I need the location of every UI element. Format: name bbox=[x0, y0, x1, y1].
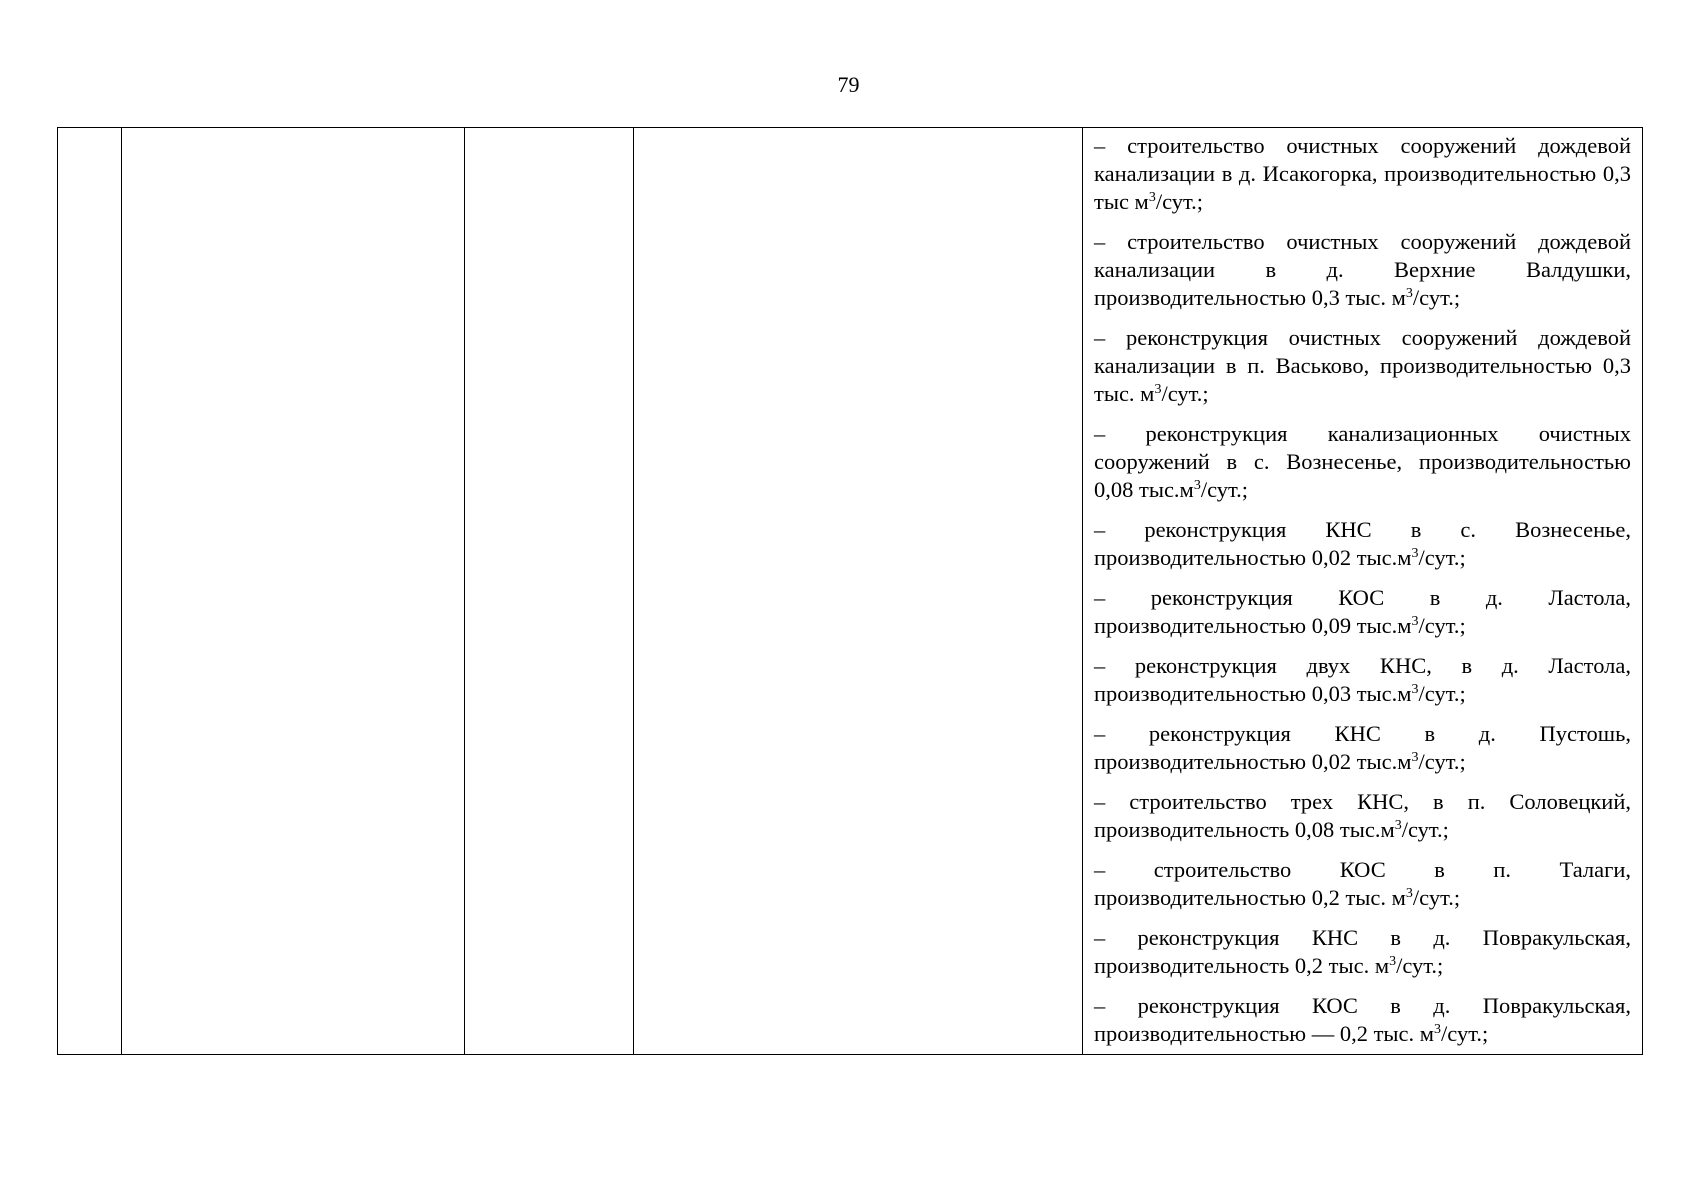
measure-unit: /сут.; bbox=[1412, 285, 1461, 310]
page-number: 79 bbox=[837, 72, 860, 97]
measures-table bbox=[57, 127, 1643, 1055]
measure-item bbox=[1094, 652, 1631, 708]
measure-item bbox=[1094, 420, 1631, 504]
measure-item bbox=[1094, 228, 1631, 312]
table-cell-period bbox=[465, 128, 634, 1055]
measure-superscript: 3 bbox=[1411, 682, 1419, 697]
measure-unit: /сут.; bbox=[1161, 381, 1209, 406]
measure-superscript: 3 bbox=[1434, 1022, 1442, 1037]
measure-superscript: 3 bbox=[1193, 478, 1201, 493]
measure-unit: /сут.; bbox=[1418, 749, 1466, 774]
measure-text: – реконструкция канализационных очистных сооружений в с. Вознесенье, производительностью 0,08 тыс.м bbox=[1094, 421, 1631, 502]
measure-superscript: 3 bbox=[1405, 886, 1413, 901]
measure-superscript: 3 bbox=[1389, 954, 1397, 969]
measure-superscript: 3 bbox=[1411, 546, 1419, 561]
measure-item bbox=[1094, 324, 1631, 408]
measure-item bbox=[1094, 516, 1631, 572]
measure-unit: /сут.; bbox=[1418, 613, 1466, 638]
measure-unit: /сут.; bbox=[1412, 885, 1461, 910]
measure-superscript: 3 bbox=[1394, 818, 1402, 833]
measure-text: – строительство очистных сооружений дождевой канализации в д. Исакогорка, производительностью 0,3 тыс м bbox=[1094, 133, 1631, 214]
measure-text: – реконструкция двух КНС, в д. Ластола, производительностью 0,03 тыс.м bbox=[1094, 653, 1631, 706]
measure-superscript: 3 bbox=[1405, 286, 1413, 301]
measure-superscript: 3 bbox=[1411, 614, 1419, 629]
measure-unit: /сут.; bbox=[1418, 545, 1466, 570]
measure-text: – реконструкция КНС в д. Повракульская, производительность 0,2 тыс. м bbox=[1094, 925, 1631, 978]
measure-text: – строительство КОС в п. Талаги, производительностью 0,2 тыс. м bbox=[1094, 857, 1631, 910]
measure-text: – строительство трех КНС, в п. Соловецкий, производительность 0,08 тыс.м bbox=[1094, 789, 1631, 842]
measure-item bbox=[1094, 992, 1631, 1048]
measure-text: – реконструкция КОС в д. Ластола, производительностью 0,09 тыс.м bbox=[1094, 585, 1631, 638]
table-cell-description bbox=[634, 128, 1083, 1055]
measure-item bbox=[1094, 788, 1631, 844]
table-cell-name bbox=[122, 128, 465, 1055]
measure-superscript: 3 bbox=[1148, 190, 1156, 205]
measure-superscript: 3 bbox=[1154, 382, 1162, 397]
measure-text: – реконструкция КНС в д. Пустошь, производительностью 0,02 тыс.м bbox=[1094, 721, 1631, 774]
measure-item bbox=[1094, 720, 1631, 776]
measure-unit: /сут.; bbox=[1396, 953, 1444, 978]
table-cell-number bbox=[58, 128, 122, 1055]
measure-text: – строительство очистных сооружений дождевой канализации в д. Верхние Валдушки, производительностью 0,3 тыс. м bbox=[1094, 229, 1631, 310]
measure-item bbox=[1094, 924, 1631, 980]
measure-text: – реконструкция КОС в д. Повракульская, производительностью — 0,2 тыс. м bbox=[1094, 993, 1631, 1046]
measure-unit: /сут.; bbox=[1418, 681, 1466, 706]
measure-text: – реконструкция КНС в с. Вознесенье, производительностью 0,02 тыс.м bbox=[1094, 517, 1631, 570]
table-row bbox=[58, 128, 1643, 1055]
measure-text: – реконструкция очистных сооружений дождевой канализации в п. Васьково, производительностью 0,3 тыс. м bbox=[1094, 325, 1631, 406]
measure-unit: /сут.; bbox=[1441, 1021, 1489, 1046]
measure-unit: /сут.; bbox=[1200, 477, 1249, 502]
measure-item bbox=[1094, 132, 1631, 216]
measure-item bbox=[1094, 856, 1631, 912]
measure-unit: /сут.; bbox=[1155, 189, 1204, 214]
table-cell-measures bbox=[1083, 128, 1643, 1055]
measure-superscript: 3 bbox=[1411, 750, 1419, 765]
measure-item bbox=[1094, 584, 1631, 640]
measure-unit: /сут.; bbox=[1401, 817, 1449, 842]
